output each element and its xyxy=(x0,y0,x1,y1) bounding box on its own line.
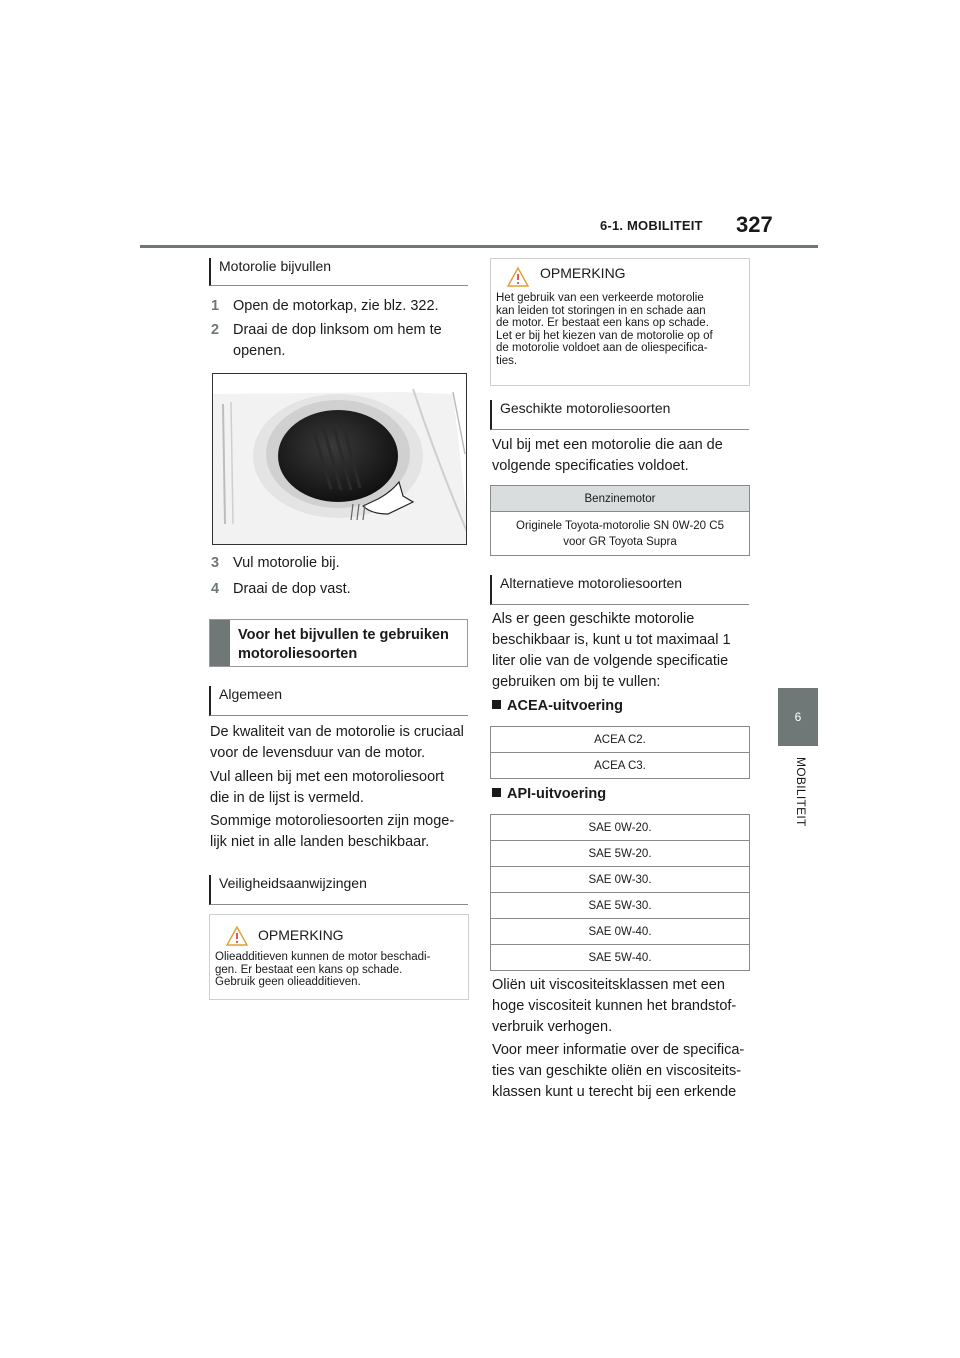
subheading-suitable-oils-text: Geschikte motoroliesoorten xyxy=(500,400,671,416)
section-heading-text: Voor het bijvullen te gebruiken motoroliesoorten xyxy=(238,627,449,662)
step-2-continued xyxy=(211,341,471,362)
step-3 xyxy=(211,553,471,574)
petrol-engine-table xyxy=(490,485,750,556)
step-text: openen. xyxy=(233,343,286,359)
chapter-tab[interactable]: 6 xyxy=(778,688,818,746)
step-1 xyxy=(211,296,471,317)
page-number: 327 xyxy=(736,212,773,237)
table-row: ACEA C3. xyxy=(491,753,750,779)
table-row: ACEA C2. xyxy=(491,727,750,753)
step-text: Draai de dop vast. xyxy=(233,581,351,597)
notice-box-wrong-oil xyxy=(490,258,750,386)
notice-title: OPMERKING xyxy=(258,927,344,943)
table-row: SAE 5W-30. xyxy=(491,893,750,919)
step-2 xyxy=(211,320,471,341)
table-row: SAE 5W-40. xyxy=(491,945,750,971)
table-row: SAE 0W-20. xyxy=(491,815,750,841)
notice-box-additives xyxy=(209,914,469,1000)
paragraph-viscosity: Oliën uit viscositeitsklassen met een hoge viscositeit kunnen het brandstof- verbruik verhogen. xyxy=(492,977,737,1035)
oil-cap-illustration xyxy=(212,373,467,545)
chapter-label: MOBILITEIT xyxy=(794,757,808,827)
api-heading: API-uitvoering xyxy=(492,786,606,802)
table-row: SAE 5W-20. xyxy=(491,841,750,867)
table-header: Benzinemotor xyxy=(491,486,750,512)
acea-table xyxy=(490,726,750,779)
subheading-fill-oil xyxy=(209,258,468,286)
paragraph-more-info: Voor meer informatie over de specifica- ties van geschikte oliën en viscositeits- klassen kunt u terecht bij een erkende xyxy=(492,1042,745,1100)
paragraph-specifications: Vul bij met een motorolie die aan de volgende specificaties voldoet. xyxy=(492,437,723,474)
step-number: 1 xyxy=(211,298,220,314)
table-row: SAE 0W-40. xyxy=(491,919,750,945)
paragraph-availability: Sommige motoroliesoorten zijn moge- lijk niet in alle landen beschikbaar. xyxy=(210,813,455,850)
subheading-suitable-oils xyxy=(490,400,749,430)
warning-triangle-icon xyxy=(506,266,530,288)
acea-heading: ACEA-uitvoering xyxy=(492,698,623,714)
header-rule xyxy=(140,245,818,248)
step-text: Open de motorkap, zie blz. 322. xyxy=(233,298,439,314)
step-4 xyxy=(211,579,471,600)
step-number: 2 xyxy=(211,322,220,338)
api-table xyxy=(490,814,750,971)
step-number: 4 xyxy=(211,581,220,597)
oil-cap-drawing xyxy=(213,374,467,545)
subheading-alternative-oils-text: Alternatieve motoroliesoorten xyxy=(500,575,683,591)
step-text: Vul motorolie bij. xyxy=(233,555,340,571)
subheading-safety-text: Veiligheidsaanwijzingen xyxy=(219,875,367,891)
table-row: SAE 0W-30. xyxy=(491,867,750,893)
bullet-square-icon xyxy=(492,700,501,709)
subheading-alternative-oils xyxy=(490,575,749,605)
warning-triangle-icon xyxy=(225,925,249,947)
table-row: Originele Toyota-motorolie SN 0W-20 C5 voor GR Toyota Supra xyxy=(491,512,750,556)
subheading-safety xyxy=(209,875,468,905)
subheading-fill-oil-text: Motorolie bijvullen xyxy=(219,258,332,274)
notice-text: Het gebruik van een verkeerde motorolie kan leiden tot storingen in en schade aan de motor. Er bestaat een kans op schade. Let er bij het kiezen van de motorolie op of de motorolie voldoet aan de oliespecifica- ties. xyxy=(496,292,713,367)
heading-accent-bar xyxy=(210,620,230,666)
paragraph-alternative: Als er geen geschikte motorolie beschikbaar is, kunt u tot maximaal 1 liter olie van de volgende specificatie gebruiken om bij te vullen: xyxy=(492,611,731,690)
paragraph-quality: De kwaliteit van de motorolie is cruciaal voor de levensduur van de motor. xyxy=(210,724,464,761)
bullet-square-icon xyxy=(492,788,501,797)
subheading-general xyxy=(209,686,468,716)
paragraph-listed-only: Vul alleen bij met een motoroliesoort die in de lijst is vermeld. xyxy=(210,769,445,806)
notice-text: Olieadditieven kunnen de motor beschadi- gen. Er bestaat een kans op schade. Gebruik geen olieadditieven. xyxy=(215,951,431,988)
notice-title: OPMERKING xyxy=(540,265,626,281)
step-number: 3 xyxy=(211,555,220,571)
subheading-general-text: Algemeen xyxy=(219,686,283,702)
section-title: 6-1. MOBILITEIT xyxy=(600,218,703,233)
step-text: Draai de dop linksom om hem te xyxy=(233,322,442,338)
section-heading-oil-types xyxy=(209,619,468,667)
